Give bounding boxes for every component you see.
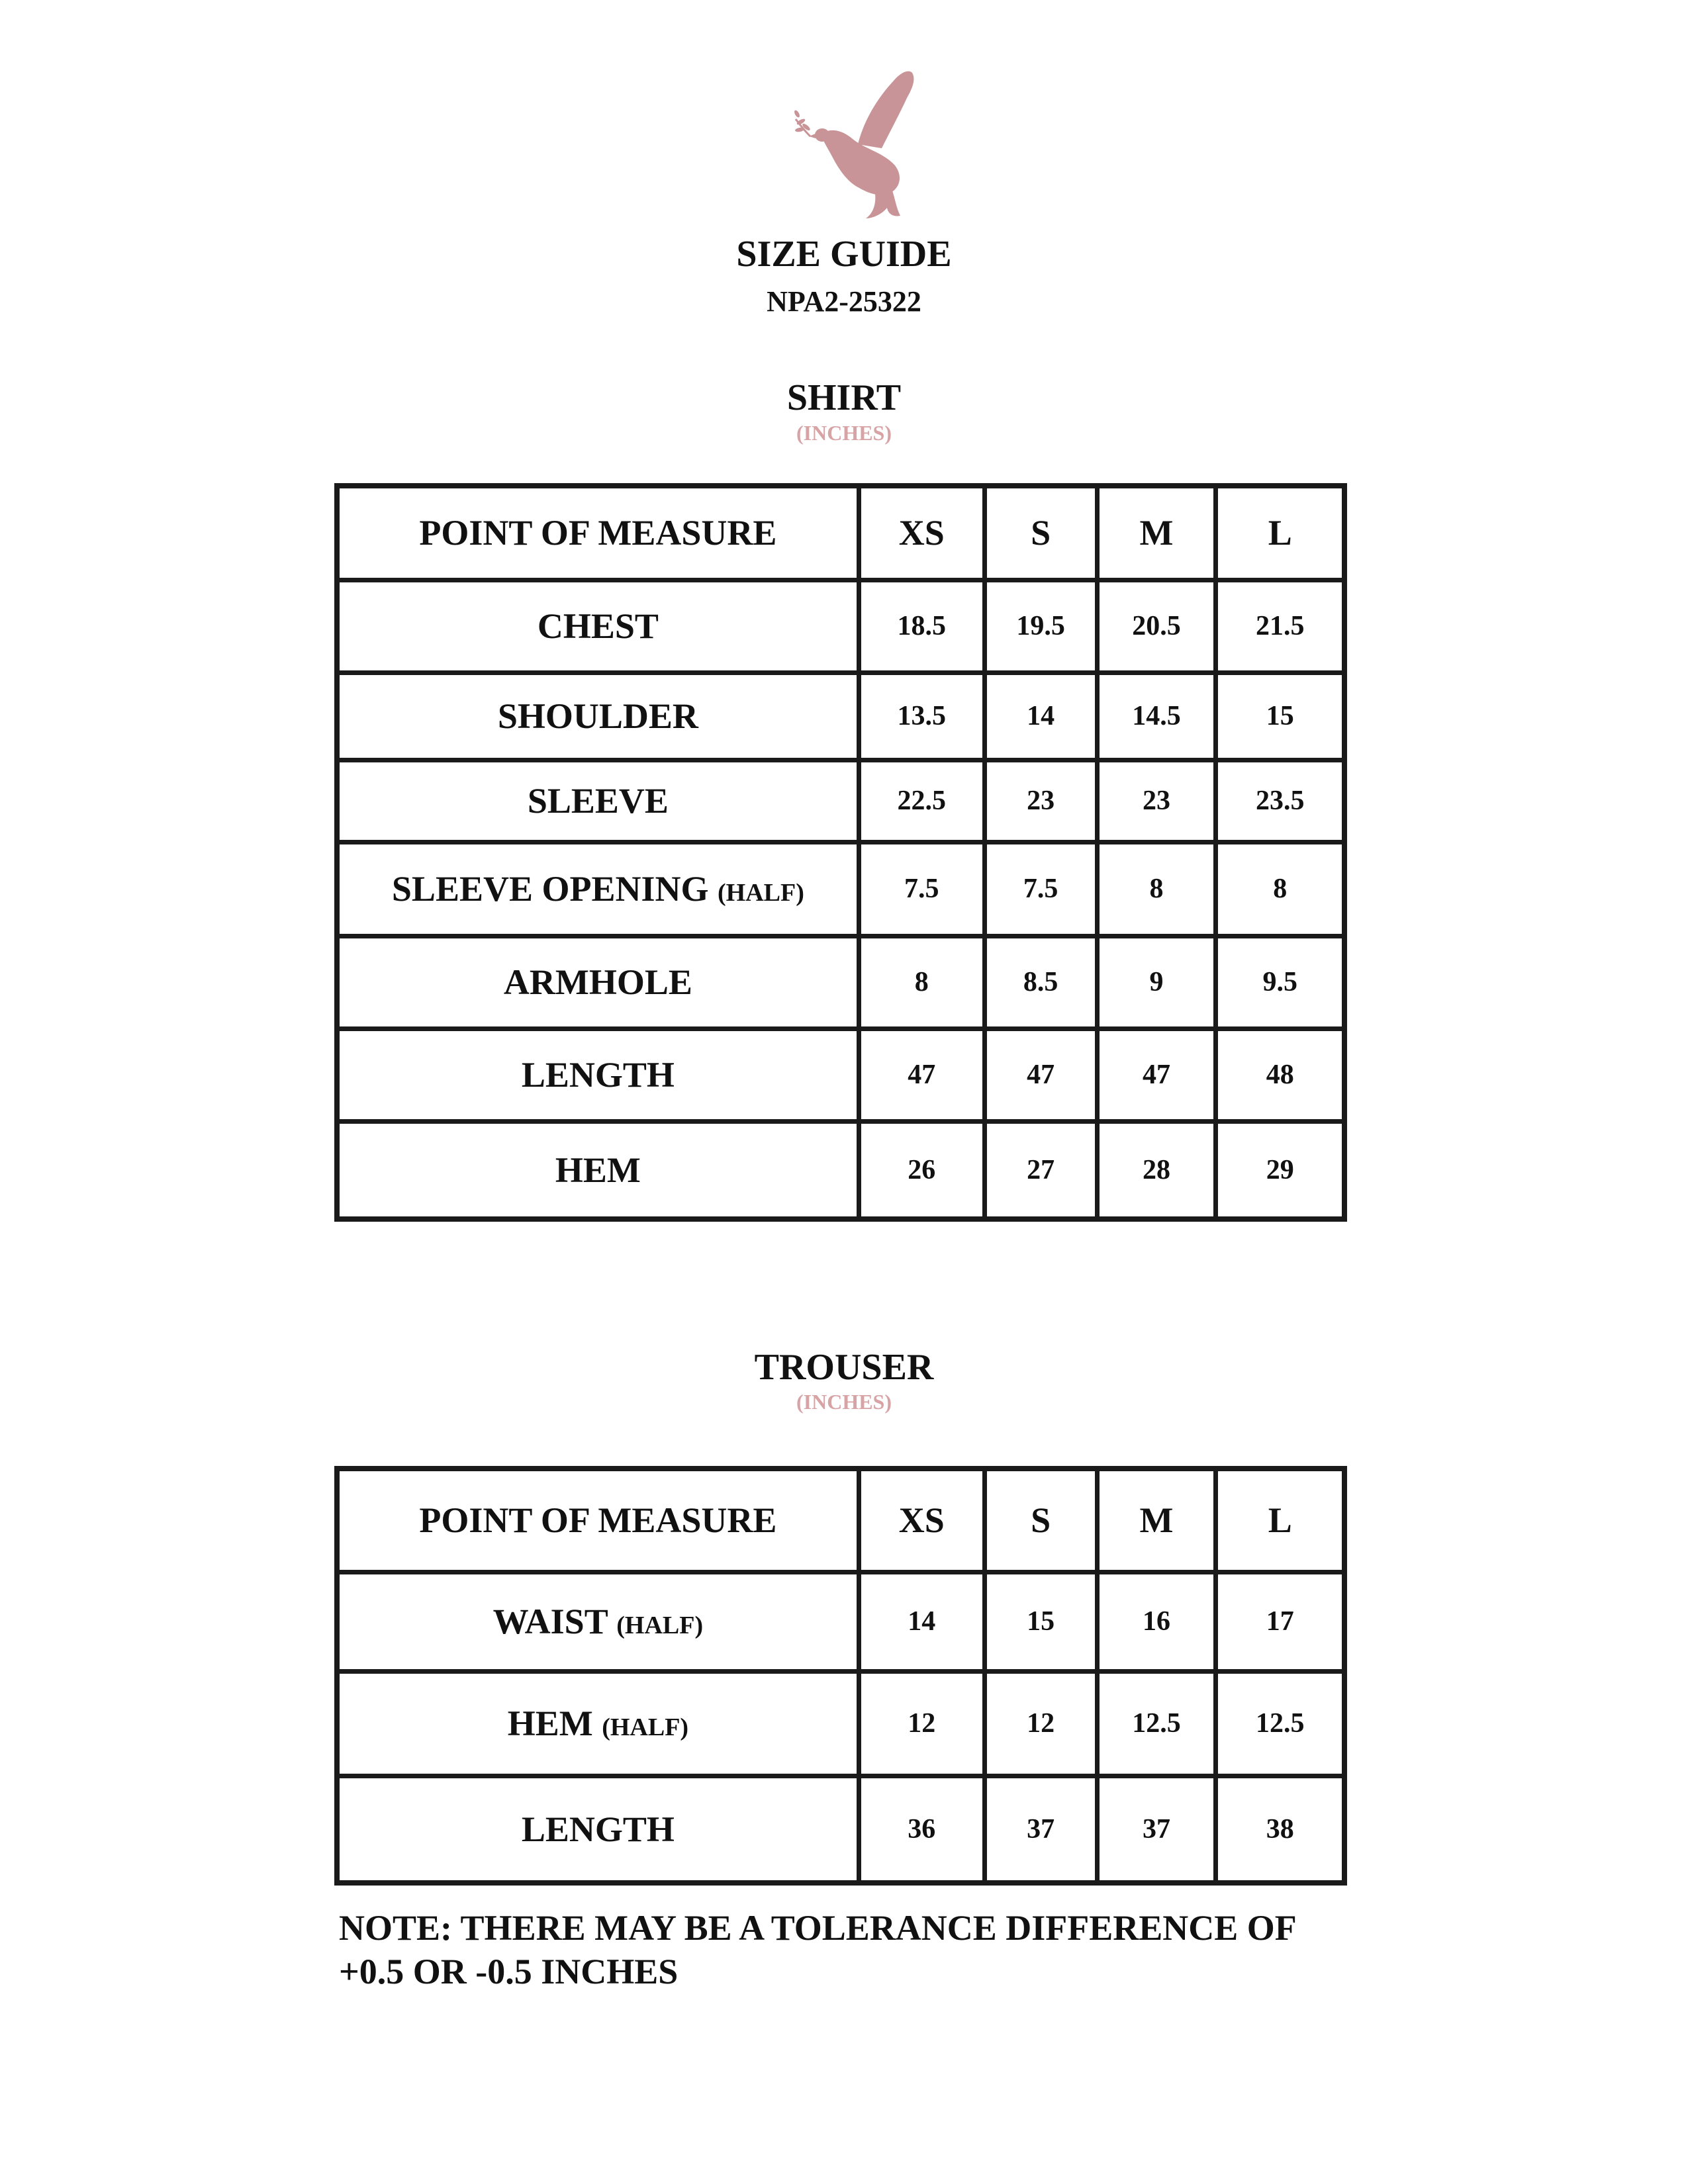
size-value: 15 <box>984 1572 1097 1671</box>
measure-qualifier: (HALF) <box>718 879 804 907</box>
column-header-l: L <box>1216 1469 1344 1572</box>
size-value: 21.5 <box>1216 580 1344 672</box>
size-value: 13.5 <box>859 672 984 760</box>
size-value: 20.5 <box>1097 580 1216 672</box>
measure-label: HEM (HALF) <box>337 1671 859 1776</box>
size-value: 14 <box>859 1572 984 1671</box>
measure-qualifier: (HALF) <box>616 1612 704 1639</box>
tolerance-note <box>339 1906 1358 1993</box>
measure-label: SHOULDER <box>337 672 859 760</box>
size-value: 28 <box>1097 1121 1216 1219</box>
note-line-2: +0.5 OR -0.5 INCHES <box>339 1952 679 1991</box>
measure-label: SLEEVE OPENING (HALF) <box>337 842 859 936</box>
column-header-s: S <box>984 1469 1097 1572</box>
size-value: 17 <box>1216 1572 1344 1671</box>
size-value: 8.5 <box>984 936 1097 1028</box>
table-row <box>337 1776 1344 1883</box>
table-header-row <box>337 486 1344 580</box>
size-value: 47 <box>859 1028 984 1121</box>
size-value: 48 <box>1216 1028 1344 1121</box>
measure-qualifier: (HALF) <box>602 1713 689 1741</box>
dove-logo-icon <box>794 66 920 218</box>
shirt-section-title: SHIRT <box>786 377 902 418</box>
size-value: 47 <box>1097 1028 1216 1121</box>
trouser-unit-label: (INCHES) <box>796 1390 892 1414</box>
column-header-xs: XS <box>859 1469 984 1572</box>
size-value: 37 <box>984 1776 1097 1883</box>
size-value: 26 <box>859 1121 984 1219</box>
table-row <box>337 936 1344 1028</box>
trouser-size-table <box>334 1466 1347 1886</box>
size-value: 23.5 <box>1216 760 1344 842</box>
page-title: SIZE GUIDE <box>736 234 952 275</box>
measure-label: LENGTH <box>337 1028 859 1121</box>
size-value: 12.5 <box>1216 1671 1344 1776</box>
column-header-l: L <box>1216 486 1344 580</box>
size-value: 23 <box>984 760 1097 842</box>
size-value: 16 <box>1097 1572 1216 1671</box>
size-value: 8 <box>859 936 984 1028</box>
size-value: 47 <box>984 1028 1097 1121</box>
size-value: 36 <box>859 1776 984 1883</box>
size-value: 38 <box>1216 1776 1344 1883</box>
shirt-unit-label: (INCHES) <box>796 421 892 445</box>
column-header-point-of-measure: POINT OF MEASURE <box>337 486 859 580</box>
size-value: 12 <box>984 1671 1097 1776</box>
size-value: 8 <box>1216 842 1344 936</box>
size-value: 9.5 <box>1216 936 1344 1028</box>
measure-label: SLEEVE <box>337 760 859 842</box>
size-value: 12 <box>859 1671 984 1776</box>
table-row <box>337 1572 1344 1671</box>
measure-label: LENGTH <box>337 1776 859 1883</box>
table-row <box>337 842 1344 936</box>
measure-label: HEM <box>337 1121 859 1219</box>
size-value: 27 <box>984 1121 1097 1219</box>
measure-label: CHEST <box>337 580 859 672</box>
column-header-m: M <box>1097 1469 1216 1572</box>
size-value: 37 <box>1097 1776 1216 1883</box>
size-value: 19.5 <box>984 580 1097 672</box>
note-line-1: NOTE: THERE MAY BE A TOLERANCE DIFFERENCE OF <box>339 1908 1297 1948</box>
size-value: 7.5 <box>859 842 984 936</box>
shirt-size-table <box>334 483 1347 1222</box>
size-value: 14 <box>984 672 1097 760</box>
size-value: 15 <box>1216 672 1344 760</box>
table-row <box>337 1121 1344 1219</box>
size-value: 9 <box>1097 936 1216 1028</box>
size-value: 12.5 <box>1097 1671 1216 1776</box>
trouser-section-title: TROUSER <box>754 1347 934 1388</box>
size-value: 29 <box>1216 1121 1344 1219</box>
size-value: 23 <box>1097 760 1216 842</box>
column-header-xs: XS <box>859 486 984 580</box>
measure-label: ARMHOLE <box>337 936 859 1028</box>
table-row <box>337 1671 1344 1776</box>
product-code: NPA2-25322 <box>767 285 921 318</box>
size-value: 22.5 <box>859 760 984 842</box>
table-row <box>337 580 1344 672</box>
table-header-row <box>337 1469 1344 1572</box>
column-header-m: M <box>1097 486 1216 580</box>
table-row <box>337 672 1344 760</box>
table-row <box>337 1028 1344 1121</box>
column-header-s: S <box>984 486 1097 580</box>
size-value: 14.5 <box>1097 672 1216 760</box>
size-value: 7.5 <box>984 842 1097 936</box>
table-row <box>337 760 1344 842</box>
column-header-point-of-measure: POINT OF MEASURE <box>337 1469 859 1572</box>
size-value: 18.5 <box>859 580 984 672</box>
size-value: 8 <box>1097 842 1216 936</box>
measure-label: WAIST (HALF) <box>337 1572 859 1671</box>
